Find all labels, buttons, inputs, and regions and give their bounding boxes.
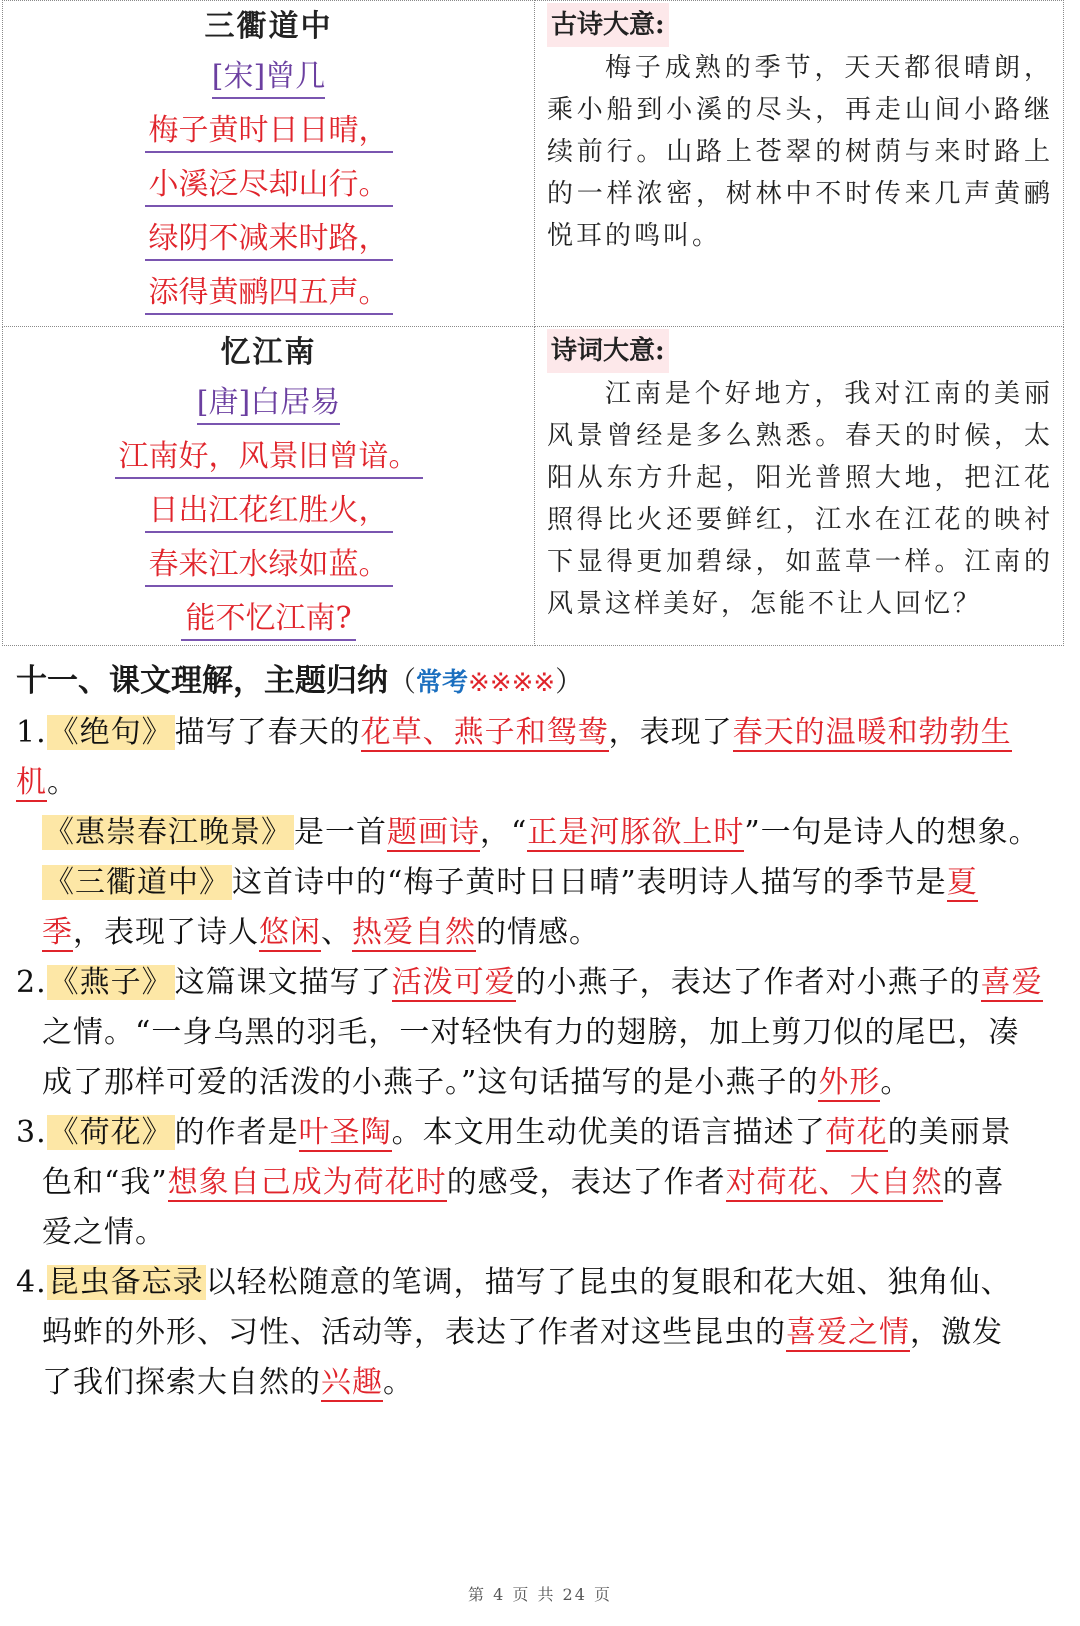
meaning-label: 诗词大意: [547, 329, 669, 373]
item-text: 之情。“一身乌黑的羽毛，一对轻快有力的翅膀，加上剪刀似的尾巴，凑 [42, 1015, 1020, 1050]
item-text: ，表现了 [608, 715, 733, 750]
key-point: 活泼可爱 [391, 965, 516, 1000]
item-text: 。本文用生动优美的语言描述了 [391, 1115, 826, 1150]
key-point: 喜爱之情 [786, 1315, 910, 1350]
key-point: 兴趣 [321, 1365, 383, 1400]
poem-table [2, 0, 1064, 646]
section-paren-close: ） [555, 665, 584, 698]
poem-line: 梅子黄时日日晴， [145, 111, 393, 153]
section-tag: 常考 [416, 668, 469, 698]
key-point: 正是河豚欲上时 [527, 815, 745, 850]
key-point: 花草、燕子和鸳鸯 [360, 715, 609, 750]
section-stars: ※※※※ [468, 668, 556, 698]
title-highlight: 《绝句》 [48, 715, 173, 750]
poem-author: [宋]曾几 [212, 57, 325, 99]
summary-list [16, 708, 1060, 1408]
key-point: 对荷花、大自然 [725, 1165, 943, 1200]
poem-line: 日出江花红胜火， [145, 491, 393, 533]
key-point: 题画诗 [387, 815, 480, 850]
poem-row [3, 1, 1064, 327]
key-point: 叶圣陶 [298, 1115, 392, 1150]
item-text: 的作者是 [174, 1115, 299, 1150]
poem-title: 三衢道中 [204, 9, 333, 44]
item-text: 这篇课文描写了 [174, 965, 392, 1000]
section-paren-open: （ [388, 665, 417, 698]
key-point: 热爱自然 [352, 915, 476, 950]
item-text: ，激发 [910, 1315, 1003, 1350]
item-text: 。 [880, 1065, 912, 1100]
key-point: 悠闲 [259, 915, 321, 950]
key-point: 想象自己成为荷花时 [167, 1165, 447, 1200]
item-text: 了我们探索大自然的 [42, 1365, 321, 1400]
item-text: 是一首 [294, 815, 387, 850]
meaning-label: 古诗大意: [547, 3, 669, 47]
item-text: 的喜 [942, 1165, 1005, 1200]
item-text: ”一句是诗人的想象。 [744, 815, 1040, 850]
poem-line: 添得黄鹂四五声。 [145, 273, 393, 315]
item-text: 爱之情。 [42, 1215, 166, 1250]
item-text: 成了那样可爱的活泼的小燕子。”这句话描写的是小燕子的 [42, 1065, 819, 1100]
key-point: 春天的温暖和勃勃生机 [16, 715, 1012, 800]
meaning-text: 梅子成熟的季节，天天都很晴朗，乘小船到小溪的尽头，再走山间小路继续前行。山路上苍翠的树荫与来时路上的一样浓密，树林中不时传来几声黄鹂悦耳的鸣叫。 [547, 53, 1053, 251]
item-text: ，表现了诗人 [73, 915, 259, 950]
summary-item [16, 1108, 1060, 1258]
item-text: 描写了春天的 [174, 715, 361, 750]
item-text: 色和“我” [42, 1165, 168, 1200]
item-text: 的感受，表达了作者 [446, 1165, 726, 1200]
poem-title: 忆江南 [220, 335, 317, 370]
poem-line: 江南好，风景旧曾谙。 [115, 437, 423, 479]
section-heading [16, 655, 1066, 701]
key-point: 外形 [818, 1065, 881, 1100]
summary-item [16, 958, 1060, 1108]
section-title [16, 655, 388, 700]
item-text: 3. [16, 1115, 47, 1150]
key-point: 喜爱 [980, 965, 1043, 1000]
title-highlight: 《燕子》 [48, 965, 173, 1000]
key-point: 季 [42, 915, 73, 950]
poem-cell [3, 327, 535, 646]
item-text: 。 [383, 1365, 414, 1400]
title-highlight: 《惠崇春江晚景》 [44, 815, 292, 850]
poem-row [3, 327, 1064, 646]
item-text: 蚂蚱的外形、习性、活动等，表达了作者对这些昆虫的 [42, 1315, 786, 1350]
poem-line: 绿阴不减来时路， [145, 219, 393, 261]
item-text: 4. [16, 1265, 47, 1300]
poem-line: 能不忆江南? [181, 599, 355, 641]
poem-line: 小溪泛尽却山行。 [145, 165, 393, 207]
title-highlight: 《三衢道中》 [44, 865, 230, 900]
key-point: 荷花 [825, 1115, 888, 1150]
section-title-text: 十一、课文理解，主题归纳 [16, 663, 388, 699]
poem-cell [3, 1, 535, 327]
meaning-cell [535, 327, 1064, 646]
poem-author: [唐]白居易 [197, 383, 340, 425]
summary-item [16, 1258, 1060, 1408]
item-text: 、 [321, 915, 352, 950]
title-highlight: 昆虫备忘录 [48, 1265, 204, 1300]
poem-line: 春来江水绿如蓝。 [145, 545, 393, 587]
summary-item [16, 708, 1060, 958]
item-text: 1. [16, 715, 47, 750]
item-text: 的小燕子，表达了作者对小燕子的 [515, 965, 981, 1000]
item-text: 的情感。 [476, 915, 600, 950]
item-text: ，“ [480, 815, 528, 850]
item-text: 的美丽景 [887, 1115, 1012, 1150]
item-text: 。 [47, 765, 78, 800]
item-text: 这首诗中的“梅子黄时日日晴”表明诗人描写的季节是 [232, 865, 947, 900]
title-highlight: 《荷花》 [48, 1115, 173, 1150]
page-footer: 第 4 页 共 24 页 [468, 1585, 612, 1604]
key-point: 夏 [946, 865, 978, 900]
item-text: 以轻松随意的笔调，描写了昆虫的复眼和花大姐、独角仙、 [205, 1265, 1012, 1300]
item-text: 2. [16, 965, 47, 1000]
meaning-cell [535, 1, 1064, 327]
meaning-text: 江南是个好地方，我对江南的美丽风景曾经是多么熟悉。春天的时候，太阳从东方升起，阳光普照大地，把江花照得比火还要鲜红，江水在江花的映衬下显得更加碧绿，如蓝草一样。江南的风景这样美好，怎能不让人回忆？ [547, 379, 1053, 619]
